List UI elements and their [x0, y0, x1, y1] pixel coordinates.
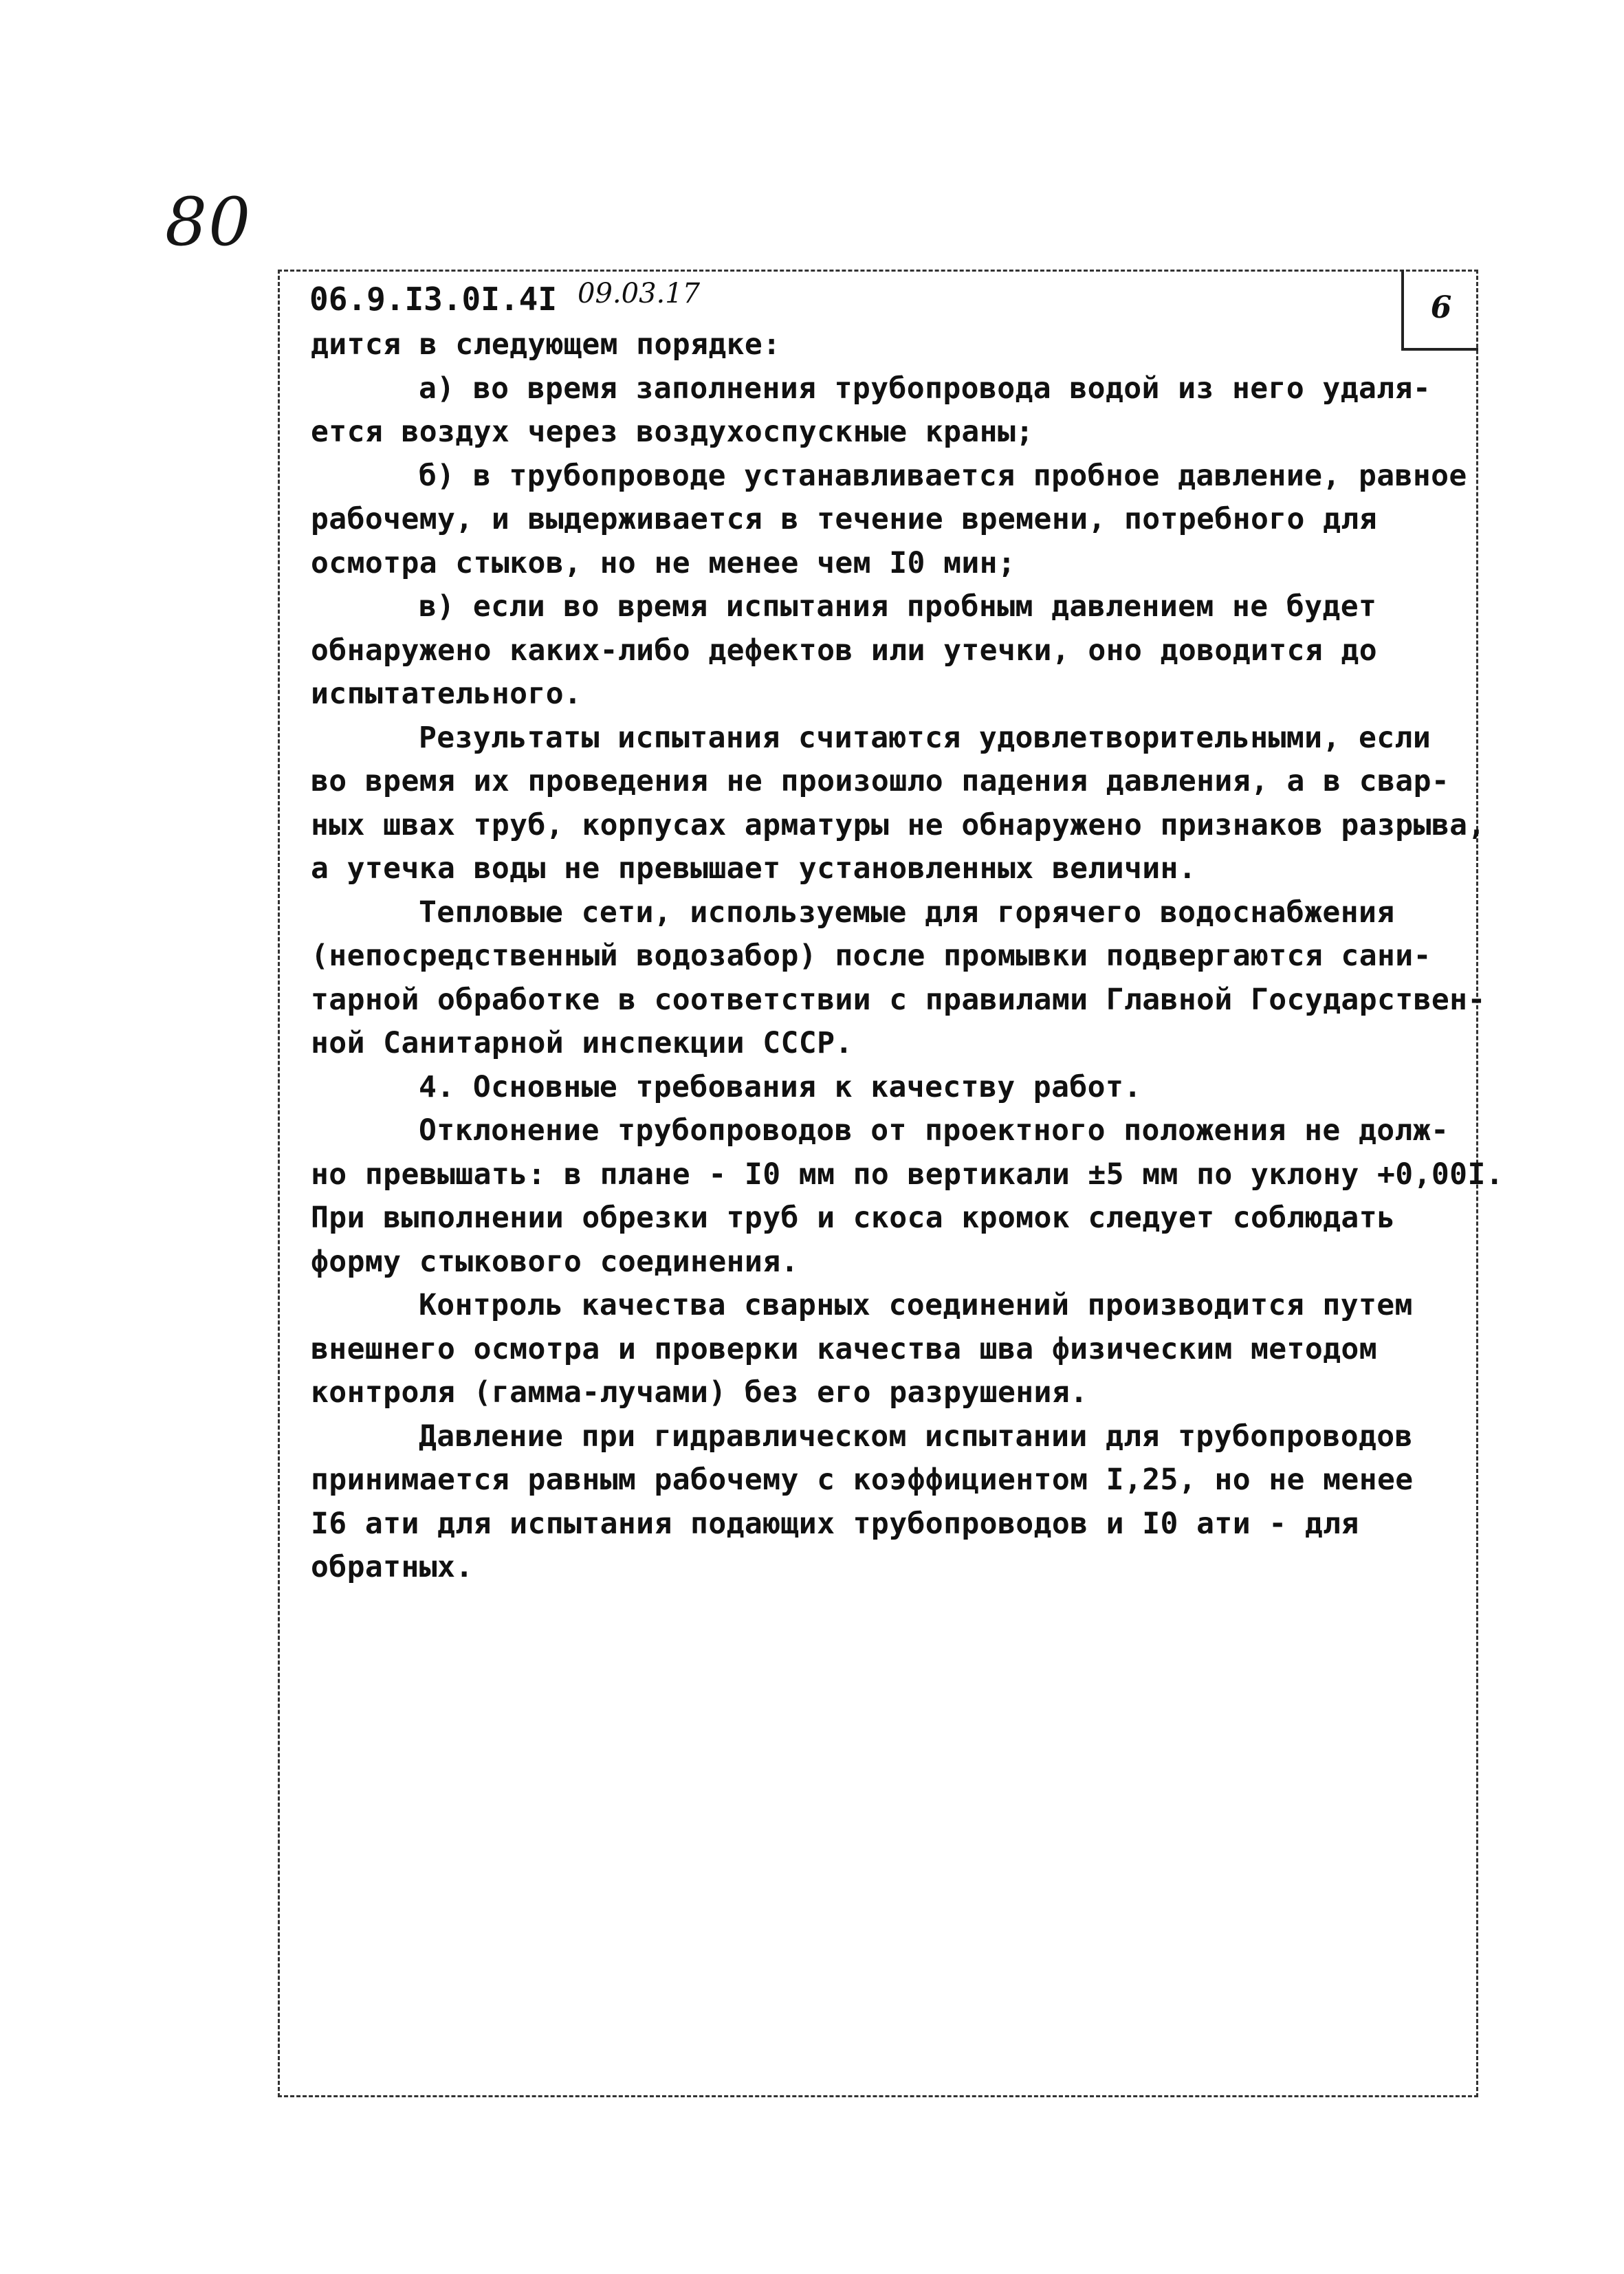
body-line: б) в трубопроводе устанавливается пробное давление, равное [419, 458, 1467, 493]
body-line: Тепловые сети, используемые для горячего водоснабжения [419, 895, 1395, 930]
body-line: дится в следующем порядке: [311, 327, 781, 362]
body-line: внешнего осмотра и проверки качества шва физическим методом [311, 1331, 1378, 1366]
document-code: 06.9.I3.0I.4I [309, 281, 558, 318]
body-line: а) во время заполнения трубопровода водой из него удаля- [419, 371, 1431, 406]
body-line: принимается равным рабочему с коэффициентом I,25, но не менее [311, 1463, 1414, 1497]
body-line: Давление при гидравлическом испытании для трубопроводов [419, 1419, 1413, 1454]
page-number: 6 [1430, 290, 1452, 325]
body-line: Результаты испытания считаются удовлетворительными, если [419, 720, 1431, 755]
body-line: испытательного. [311, 677, 582, 711]
body-line: в) если во время испытания пробным давлением не будет [419, 589, 1377, 624]
body-line: а утечка воды не превышает установленных величин. [311, 851, 1197, 886]
body-line: во время их проведения не произошло падения давления, а в свар- [311, 764, 1450, 798]
handwritten-sheet-number: 80 [165, 184, 252, 261]
body-line: обратных. [311, 1550, 474, 1584]
section-heading: 4. Основные требования к качеству работ. [419, 1069, 1142, 1104]
body-line: Отклонение трубопроводов от проектного положения не долж- [419, 1113, 1449, 1148]
body-line: тарной обработке в соответствии с правилами Главной Государствен- [311, 982, 1486, 1017]
body-line: форму стыкового соединения. [311, 1244, 799, 1279]
body-line: ной Санитарной инспекции СССР. [311, 1026, 853, 1060]
body-line: осмотра стыков, но не менее чем I0 мин; [311, 545, 1016, 580]
body-line: ных швах труб, корпусах арматуры не обнаружено признаков разрыва, [311, 807, 1486, 842]
handwritten-date: 09.03.17 [578, 278, 701, 309]
body-line: При выполнении обрезки труб и скоса кромок следует соблюдать [311, 1201, 1396, 1235]
body-line: (непосредственный водозабор) после промывки подвергаются сани- [311, 939, 1431, 973]
body-line: обнаружено каких-либо дефектов или утечки, оно доводится до [311, 633, 1378, 668]
document-body [311, 323, 1504, 1590]
body-line: I6 ати для испытания подающих трубопроводов и I0 ати - для [311, 1506, 1359, 1541]
body-line: Контроль качества сварных соединений производится путем [419, 1288, 1413, 1322]
body-line: контроля (гамма-лучами) без его разрушения. [311, 1375, 1088, 1410]
body-line: рабочему, и выдерживается в течение времени, потребного для [311, 502, 1378, 536]
body-line: но превышать: в плане - I0 мм по вертикали ±5 мм по уклону +0,00I. [311, 1157, 1504, 1192]
body-line: ется воздух через воздухоспускные краны; [311, 415, 1034, 449]
